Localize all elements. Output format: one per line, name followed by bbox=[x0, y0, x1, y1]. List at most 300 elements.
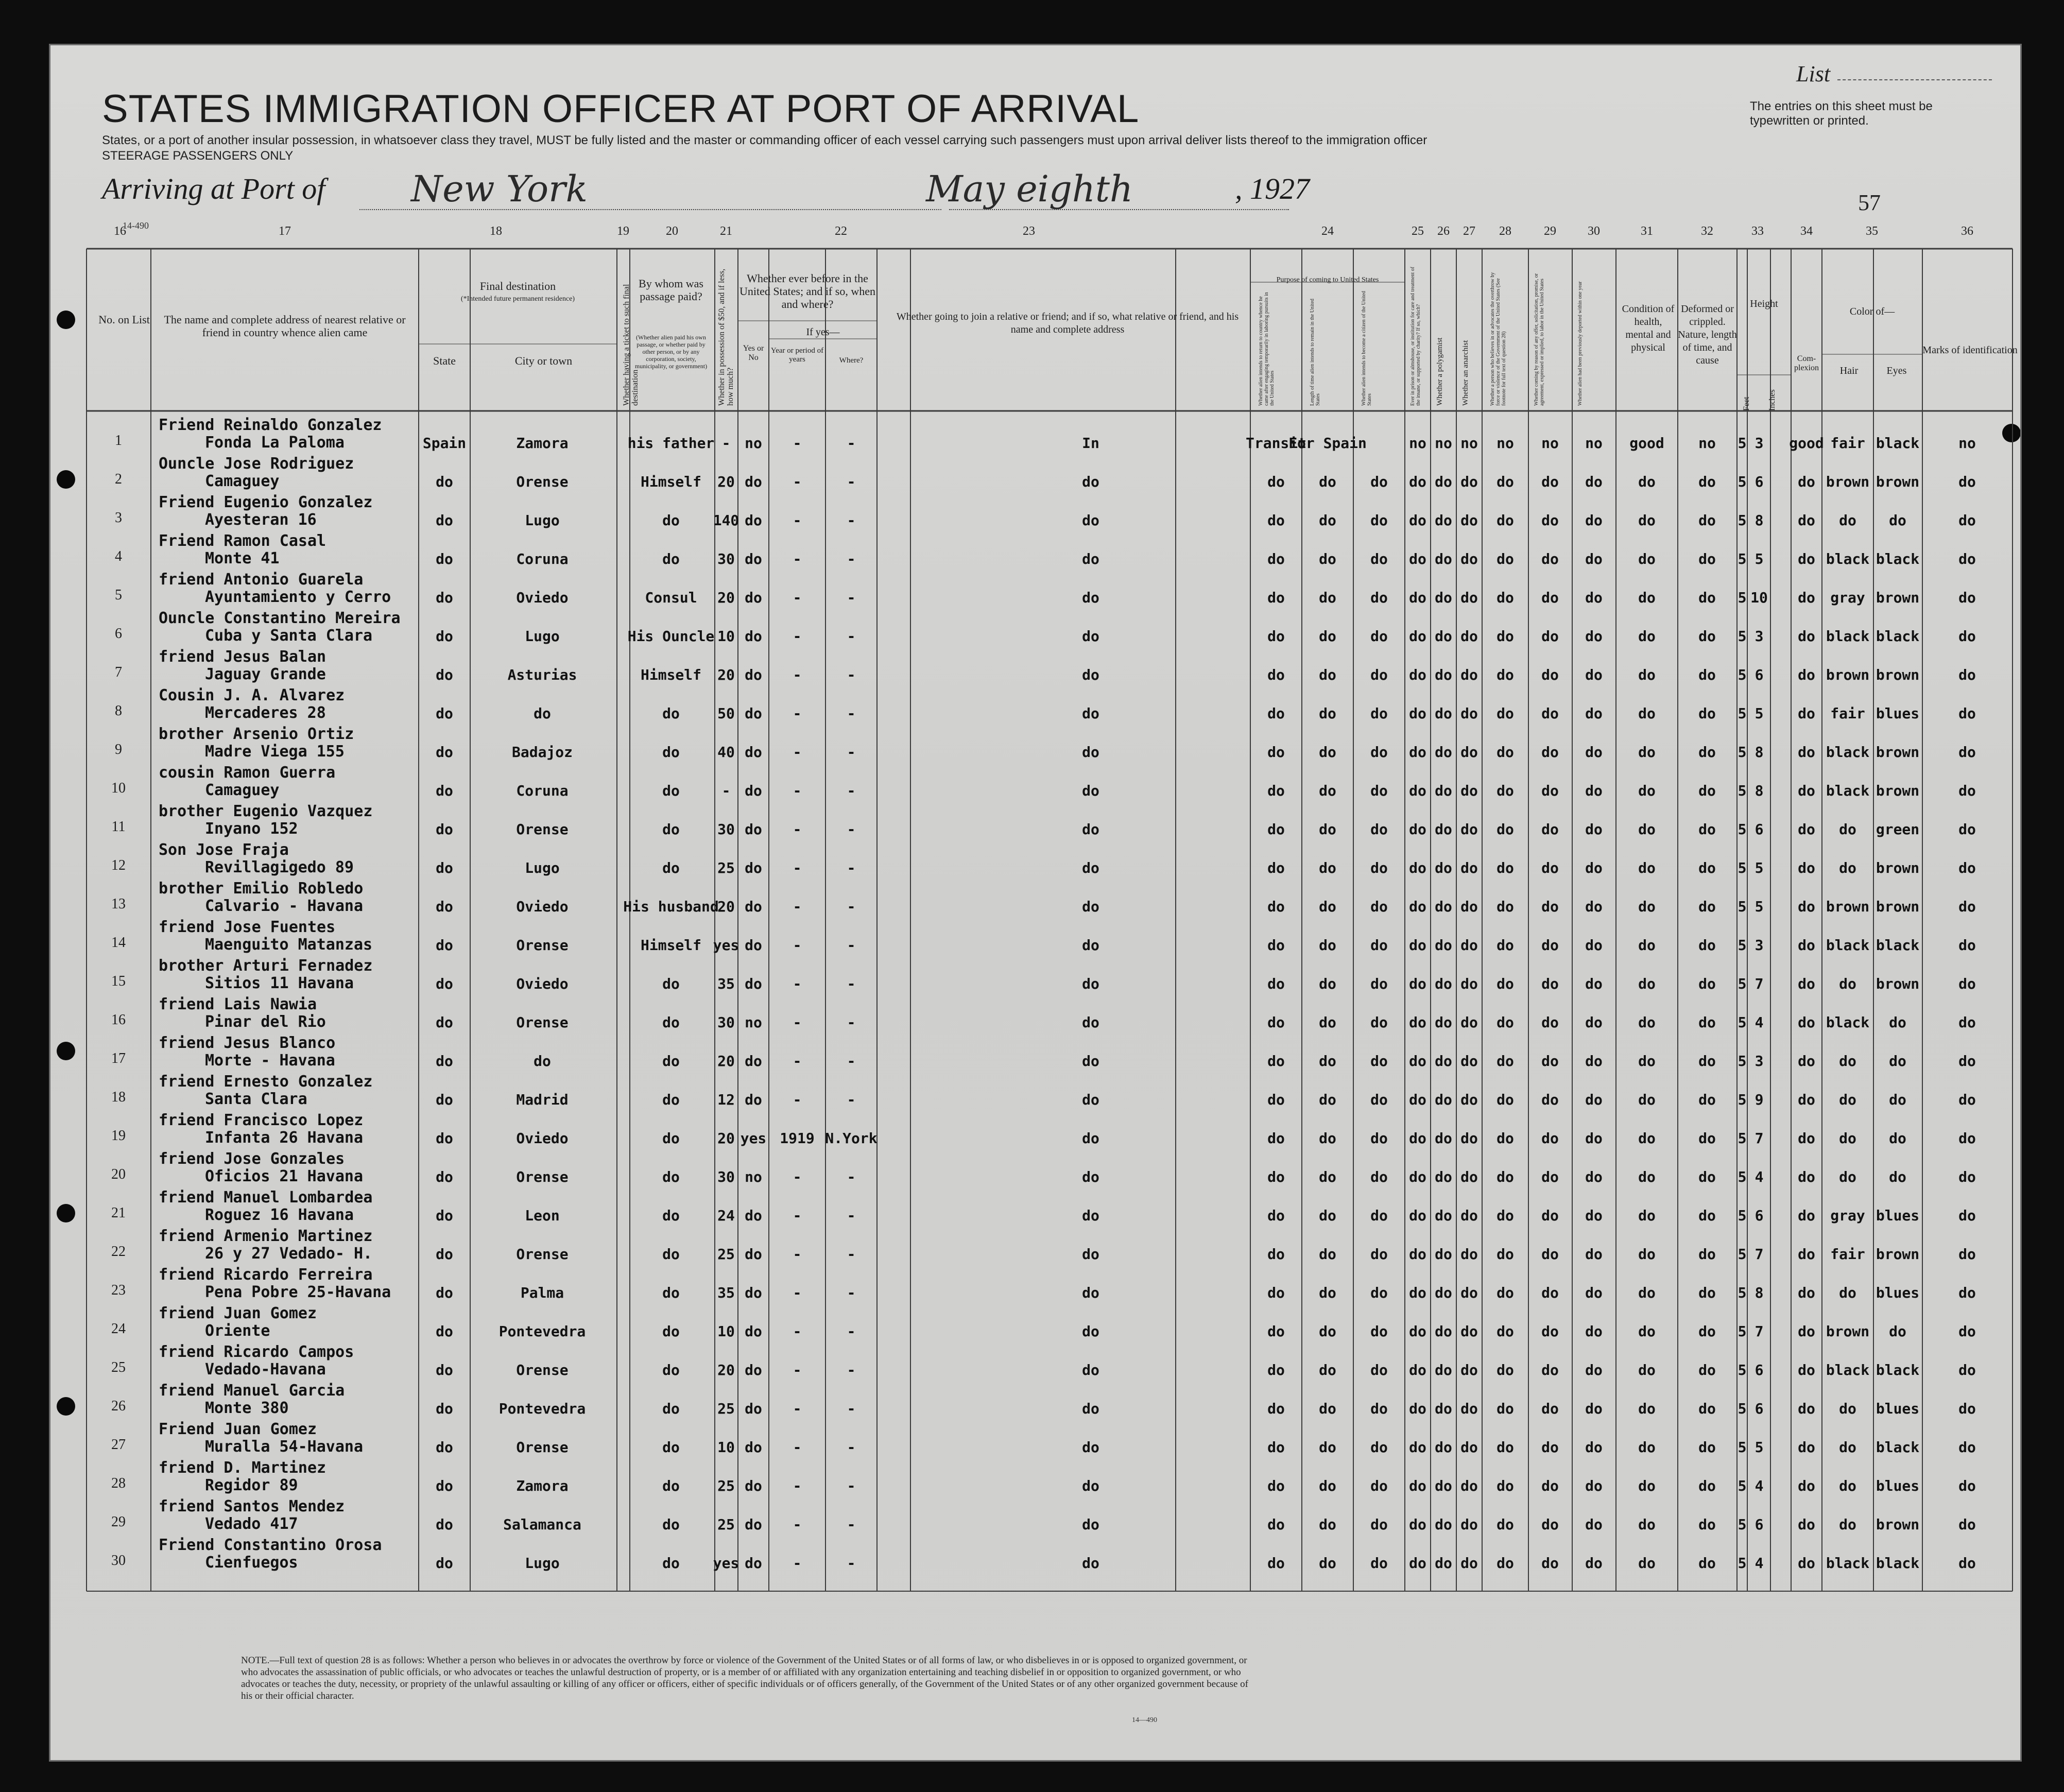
feet-cell: 5 bbox=[1738, 821, 1747, 838]
relative-name: Friend Eugenio Gonzalez bbox=[159, 493, 373, 511]
purpose-length-cell: do bbox=[1319, 859, 1336, 876]
header-ticket: Whether having a ticket to such final destination bbox=[622, 284, 640, 406]
city-cell: Badajoz bbox=[511, 744, 573, 761]
complexion-cell: do bbox=[1798, 744, 1815, 761]
row-number: 5 bbox=[115, 587, 122, 603]
complexion-cell: do bbox=[1798, 1439, 1815, 1456]
year-cell: 1919 bbox=[780, 1130, 815, 1147]
anarchist-cell: do bbox=[1460, 1362, 1478, 1379]
labor-offer-cell: do bbox=[1541, 744, 1559, 761]
where-cell: - bbox=[847, 1014, 856, 1031]
labor-offer-cell: no bbox=[1541, 435, 1559, 452]
passage-cell: do bbox=[662, 1516, 680, 1533]
relative-address: Cienfuegos bbox=[205, 1554, 298, 1572]
feet-cell: 5 bbox=[1738, 1168, 1747, 1185]
passage-cell: do bbox=[662, 1053, 680, 1070]
feet-cell: 5 bbox=[1738, 1207, 1747, 1224]
passage-cell: do bbox=[662, 1168, 680, 1185]
eyes-cell: blues bbox=[1876, 1477, 1920, 1494]
deformed-cell: do bbox=[1698, 744, 1716, 761]
row-number: 10 bbox=[111, 780, 126, 796]
row-number: 28 bbox=[111, 1475, 126, 1491]
q28-cell: do bbox=[1497, 1439, 1514, 1456]
prison-cell: do bbox=[1409, 1400, 1426, 1417]
joining-cell: do bbox=[1082, 1516, 1099, 1533]
deformed-cell: do bbox=[1698, 1207, 1716, 1224]
feet-cell: 5 bbox=[1738, 1323, 1747, 1340]
feet-cell: 5 bbox=[1738, 782, 1747, 799]
polygamist-cell: do bbox=[1435, 1091, 1452, 1108]
relative-name: Friend Constantino Orosa bbox=[159, 1536, 382, 1554]
feet-cell: 5 bbox=[1738, 1014, 1747, 1031]
health-cell: do bbox=[1638, 512, 1656, 529]
before-cell: do bbox=[745, 1439, 762, 1456]
feet-cell: 5 bbox=[1738, 937, 1747, 954]
money-cell: 25 bbox=[717, 1400, 735, 1417]
relative-name: friend Jesus Blanco bbox=[159, 1034, 336, 1052]
polygamist-cell: do bbox=[1435, 1053, 1452, 1070]
deformed-cell: do bbox=[1698, 1439, 1716, 1456]
relative-name: friend Antonio Guarela bbox=[159, 571, 364, 589]
typewritten-notice: The entries on this sheet must be typewritten or printed. bbox=[1750, 99, 1933, 128]
row-number: 2 bbox=[115, 471, 122, 487]
header-anarchist: Whether an anarchist bbox=[1461, 340, 1470, 406]
prison-cell: do bbox=[1409, 550, 1426, 567]
hair-cell: do bbox=[1839, 1091, 1856, 1108]
marks-cell: do bbox=[1958, 589, 1976, 606]
money-cell: 30 bbox=[717, 550, 735, 567]
prison-cell: do bbox=[1409, 1477, 1426, 1494]
polygamist-cell: do bbox=[1435, 473, 1452, 490]
column-number: 18 bbox=[490, 225, 502, 238]
money-cell: 20 bbox=[717, 589, 735, 606]
prison-cell: do bbox=[1409, 705, 1426, 722]
relative-name: brother Emilio Robledo bbox=[159, 880, 364, 898]
health-cell: do bbox=[1638, 705, 1656, 722]
purpose-citizen-cell: do bbox=[1370, 1284, 1388, 1301]
deported-cell: do bbox=[1585, 1053, 1603, 1070]
year-cell: - bbox=[793, 1168, 802, 1185]
row-number: 16 bbox=[111, 1012, 126, 1028]
where-cell: - bbox=[847, 1091, 856, 1108]
passage-cell: do bbox=[662, 1091, 680, 1108]
complexion-cell: do bbox=[1798, 1130, 1815, 1147]
money-cell: 140 bbox=[713, 512, 739, 529]
city-cell: Lugo bbox=[525, 1555, 560, 1572]
state-cell: do bbox=[436, 1053, 453, 1070]
labor-offer-cell: do bbox=[1541, 628, 1559, 645]
deported-cell: do bbox=[1585, 705, 1603, 722]
money-cell: 35 bbox=[717, 975, 735, 992]
passage-cell: do bbox=[662, 859, 680, 876]
marks-cell: do bbox=[1958, 1246, 1976, 1263]
anarchist-cell: do bbox=[1460, 782, 1478, 799]
joining-cell: do bbox=[1082, 859, 1099, 876]
column-number: 24 bbox=[1321, 225, 1334, 238]
polygamist-cell: do bbox=[1435, 512, 1452, 529]
q28-cell: do bbox=[1497, 512, 1514, 529]
money-cell: 10 bbox=[717, 1439, 735, 1456]
deported-cell: do bbox=[1585, 1284, 1603, 1301]
money-cell: 25 bbox=[717, 1516, 735, 1533]
anarchist-cell: no bbox=[1460, 435, 1478, 452]
where-cell: - bbox=[847, 1168, 856, 1185]
header-marks: Marks of identification bbox=[1922, 344, 2018, 356]
prison-cell: do bbox=[1409, 744, 1426, 761]
city-cell: do bbox=[534, 1053, 551, 1070]
eyes-cell: black bbox=[1876, 550, 1920, 567]
inches-cell: 6 bbox=[1755, 666, 1764, 683]
purpose-return-cell: do bbox=[1267, 744, 1285, 761]
row-number: 24 bbox=[111, 1321, 126, 1337]
q28-cell: do bbox=[1497, 937, 1514, 954]
joining-cell: do bbox=[1082, 1555, 1099, 1572]
purpose-length-cell: do bbox=[1319, 1246, 1336, 1263]
prison-cell: do bbox=[1409, 1091, 1426, 1108]
prison-cell: do bbox=[1409, 1130, 1426, 1147]
purpose-citizen-cell: do bbox=[1370, 666, 1388, 683]
state-cell: Spain bbox=[422, 435, 467, 452]
city-cell: Coruna bbox=[516, 782, 569, 799]
purpose-length-cell: do bbox=[1319, 1053, 1336, 1070]
hair-cell: do bbox=[1839, 512, 1856, 529]
deformed-cell: do bbox=[1698, 782, 1716, 799]
year-cell: - bbox=[793, 1284, 802, 1301]
anarchist-cell: do bbox=[1460, 859, 1478, 876]
inches-cell: 6 bbox=[1755, 1207, 1764, 1224]
q28-cell: do bbox=[1497, 473, 1514, 490]
health-cell: do bbox=[1638, 1477, 1656, 1494]
eyes-cell: black bbox=[1876, 1555, 1920, 1572]
city-cell: Lugo bbox=[525, 859, 560, 876]
money-cell: 20 bbox=[717, 666, 735, 683]
hair-cell: black bbox=[1826, 550, 1870, 567]
health-cell: do bbox=[1638, 1014, 1656, 1031]
money-cell: 20 bbox=[717, 1362, 735, 1379]
health-cell: do bbox=[1638, 1053, 1656, 1070]
purpose-return-cell: do bbox=[1267, 628, 1285, 645]
before-cell: do bbox=[745, 821, 762, 838]
joining-cell: do bbox=[1082, 782, 1099, 799]
money-cell: 25 bbox=[717, 1246, 735, 1263]
column-number: 16 bbox=[114, 225, 126, 238]
feet-cell: 5 bbox=[1738, 1284, 1747, 1301]
joining-cell: do bbox=[1082, 1168, 1099, 1185]
feet-cell: 5 bbox=[1738, 1477, 1747, 1494]
where-cell: - bbox=[847, 1516, 856, 1533]
joining-cell: do bbox=[1082, 1439, 1099, 1456]
anarchist-cell: do bbox=[1460, 975, 1478, 992]
labor-offer-cell: do bbox=[1541, 1168, 1559, 1185]
purpose-length-cell: do bbox=[1319, 1168, 1336, 1185]
prison-cell: do bbox=[1409, 859, 1426, 876]
state-cell: do bbox=[436, 628, 453, 645]
inches-cell: 4 bbox=[1755, 1555, 1764, 1572]
before-cell: do bbox=[745, 1555, 762, 1572]
where-cell: - bbox=[847, 1400, 856, 1417]
prison-cell: do bbox=[1409, 821, 1426, 838]
health-cell: do bbox=[1638, 1168, 1656, 1185]
before-cell: do bbox=[745, 782, 762, 799]
hair-cell: fair bbox=[1830, 435, 1865, 452]
health-cell: do bbox=[1638, 782, 1656, 799]
money-cell: 20 bbox=[717, 1053, 735, 1070]
purpose-citizen-cell: do bbox=[1370, 589, 1388, 606]
polygamist-cell: do bbox=[1435, 1246, 1452, 1263]
before-cell: do bbox=[745, 744, 762, 761]
relative-address: Vedado 417 bbox=[205, 1515, 298, 1533]
eyes-cell: brown bbox=[1876, 859, 1920, 876]
eyes-cell: do bbox=[1889, 1091, 1906, 1108]
city-cell: Orense bbox=[516, 1246, 569, 1263]
header-where: Where? bbox=[839, 356, 864, 365]
q28-cell: do bbox=[1497, 1477, 1514, 1494]
city-cell: Orense bbox=[516, 821, 569, 838]
hair-cell: do bbox=[1839, 859, 1856, 876]
health-cell: do bbox=[1638, 1400, 1656, 1417]
purpose-citizen-cell: do bbox=[1370, 859, 1388, 876]
state-cell: do bbox=[436, 473, 453, 490]
city-cell: Palma bbox=[520, 1284, 564, 1301]
purpose-return-cell: do bbox=[1267, 1439, 1285, 1456]
row-number: 11 bbox=[111, 819, 126, 835]
relative-address: Muralla 54-Havana bbox=[205, 1438, 364, 1456]
hair-cell: black bbox=[1826, 937, 1870, 954]
hair-cell: do bbox=[1839, 975, 1856, 992]
relative-address: Vedado-Havana bbox=[205, 1360, 326, 1379]
row-number: 17 bbox=[111, 1050, 126, 1066]
year-cell: - bbox=[793, 1014, 802, 1031]
purpose-citizen-cell: do bbox=[1370, 1477, 1388, 1494]
before-cell: no bbox=[745, 435, 762, 452]
complexion-cell: do bbox=[1798, 937, 1815, 954]
inches-cell: 8 bbox=[1755, 744, 1764, 761]
before-cell: do bbox=[745, 1091, 762, 1108]
marks-cell: do bbox=[1958, 821, 1976, 838]
relative-name: friend Manuel Garcia bbox=[159, 1382, 345, 1400]
marks-cell: do bbox=[1958, 1555, 1976, 1572]
polygamist-cell: do bbox=[1435, 1477, 1452, 1494]
health-cell: do bbox=[1638, 1130, 1656, 1147]
feet-cell: 5 bbox=[1738, 1091, 1747, 1108]
passage-cell: do bbox=[662, 1555, 680, 1572]
relative-address: Monte 380 bbox=[205, 1399, 289, 1417]
column-number: 23 bbox=[1023, 225, 1035, 238]
inches-cell: 3 bbox=[1755, 937, 1764, 954]
header-final-destination: Final destination bbox=[479, 280, 556, 292]
marks-cell: do bbox=[1958, 1439, 1976, 1456]
joining-cell: do bbox=[1082, 744, 1099, 761]
complexion-cell: do bbox=[1798, 1091, 1815, 1108]
eyes-cell: brown bbox=[1876, 782, 1920, 799]
purpose-length-cell: do bbox=[1319, 1516, 1336, 1533]
relative-name: cousin Ramon Guerra bbox=[159, 764, 336, 782]
where-cell: - bbox=[847, 589, 856, 606]
passage-cell: do bbox=[662, 782, 680, 799]
health-cell: do bbox=[1638, 744, 1656, 761]
purpose-length-cell: do bbox=[1319, 744, 1336, 761]
hair-cell: black bbox=[1826, 744, 1870, 761]
complexion-cell: do bbox=[1798, 1400, 1815, 1417]
anarchist-cell: do bbox=[1460, 473, 1478, 490]
marks-cell: do bbox=[1958, 1053, 1976, 1070]
eyes-cell: blues bbox=[1876, 1284, 1920, 1301]
city-cell: Leon bbox=[525, 1207, 560, 1224]
prison-cell: do bbox=[1409, 1516, 1426, 1533]
header-purpose-return: Whether alien intends to return to country whence he came after engaging temporarily in laboring pursuits in the United States bbox=[1258, 292, 1275, 406]
relative-address: Ayesteran 16 bbox=[205, 511, 317, 529]
passage-cell: do bbox=[662, 975, 680, 992]
inches-cell: 8 bbox=[1755, 1284, 1764, 1301]
state-cell: do bbox=[436, 705, 453, 722]
deformed-cell: do bbox=[1698, 975, 1716, 992]
hair-cell: do bbox=[1839, 1168, 1856, 1185]
deformed-cell: do bbox=[1698, 1014, 1716, 1031]
city-cell: Orense bbox=[516, 1168, 569, 1185]
relative-name: friend Armenio Martinez bbox=[159, 1227, 373, 1245]
prison-cell: do bbox=[1409, 1323, 1426, 1340]
deported-cell: do bbox=[1585, 1516, 1603, 1533]
relative-address: Camaguey bbox=[205, 781, 280, 799]
column-number: 34 bbox=[1800, 225, 1813, 238]
relative-name: friend Francisco Lopez bbox=[159, 1111, 364, 1129]
joining-cell: In bbox=[1082, 435, 1099, 452]
relative-name: friend Juan Gomez bbox=[159, 1304, 317, 1322]
money-cell: 10 bbox=[717, 1323, 735, 1340]
inches-cell: 3 bbox=[1755, 628, 1764, 645]
q28-cell: do bbox=[1497, 1130, 1514, 1147]
before-cell: do bbox=[745, 898, 762, 915]
before-cell: do bbox=[745, 1477, 762, 1494]
purpose-return-cell: do bbox=[1267, 975, 1285, 992]
purpose-length-cell: do bbox=[1319, 1323, 1336, 1340]
header-money: Whether in possession of $50, and if less, how much? bbox=[717, 268, 735, 406]
joining-cell: do bbox=[1082, 898, 1099, 915]
header-inches: Inches bbox=[1768, 389, 1777, 411]
anarchist-cell: do bbox=[1460, 1477, 1478, 1494]
state-cell: do bbox=[436, 898, 453, 915]
relative-name: friend Manuel Lombardea bbox=[159, 1188, 373, 1207]
column-number: 26 bbox=[1437, 225, 1450, 238]
deformed-cell: do bbox=[1698, 898, 1716, 915]
anarchist-cell: do bbox=[1460, 898, 1478, 915]
anarchist-cell: do bbox=[1460, 1130, 1478, 1147]
hair-cell: gray bbox=[1830, 1207, 1865, 1224]
complexion-cell: do bbox=[1798, 1516, 1815, 1533]
marks-cell: do bbox=[1958, 1168, 1976, 1185]
relative-name: friend Jose Fuentes bbox=[159, 918, 336, 936]
year-cell: - bbox=[793, 744, 802, 761]
labor-offer-cell: do bbox=[1541, 512, 1559, 529]
q28-cell: do bbox=[1497, 1516, 1514, 1533]
purpose-length-cell: do bbox=[1319, 666, 1336, 683]
deformed-cell: do bbox=[1698, 705, 1716, 722]
header-health: Condition of health, mental and physical bbox=[1622, 303, 1675, 353]
labor-offer-cell: do bbox=[1541, 705, 1559, 722]
q28-cell: do bbox=[1497, 666, 1514, 683]
column-number: 21 bbox=[720, 225, 732, 238]
year-cell: - bbox=[793, 1362, 802, 1379]
city-cell: Oviedo bbox=[516, 975, 569, 992]
purpose-return-cell: do bbox=[1267, 1014, 1285, 1031]
row-number: 20 bbox=[111, 1166, 126, 1182]
labor-offer-cell: do bbox=[1541, 898, 1559, 915]
q28-cell: do bbox=[1497, 821, 1514, 838]
eyes-cell: brown bbox=[1876, 1246, 1920, 1263]
deported-cell: do bbox=[1585, 1439, 1603, 1456]
passage-cell: do bbox=[662, 512, 680, 529]
purpose-length-cell: do bbox=[1319, 782, 1336, 799]
polygamist-cell: do bbox=[1435, 1555, 1452, 1572]
deformed-cell: do bbox=[1698, 1323, 1716, 1340]
where-cell: - bbox=[847, 1323, 856, 1340]
feet-cell: 5 bbox=[1738, 550, 1747, 567]
city-cell: Lugo bbox=[525, 512, 560, 529]
prison-cell: do bbox=[1409, 937, 1426, 954]
year-cell: - bbox=[793, 1439, 802, 1456]
deformed-cell: do bbox=[1698, 859, 1716, 876]
purpose-return-cell: do bbox=[1267, 1246, 1285, 1263]
purpose-return-cell: do bbox=[1267, 1555, 1285, 1572]
passage-cell: do bbox=[662, 1246, 680, 1263]
hair-cell: do bbox=[1839, 821, 1856, 838]
form-number: 14—490 bbox=[1132, 1716, 1157, 1724]
state-cell: do bbox=[436, 821, 453, 838]
purpose-return-cell: do bbox=[1267, 550, 1285, 567]
prison-cell: do bbox=[1409, 1207, 1426, 1224]
q28-cell: do bbox=[1497, 1014, 1514, 1031]
polygamist-cell: do bbox=[1435, 1323, 1452, 1340]
row-number: 30 bbox=[111, 1553, 126, 1569]
complexion-cell: do bbox=[1798, 1014, 1815, 1031]
money-cell: 30 bbox=[717, 821, 735, 838]
marks-cell: do bbox=[1958, 628, 1976, 645]
passage-cell: his father bbox=[627, 435, 715, 452]
deported-cell: do bbox=[1585, 1168, 1603, 1185]
city-cell: Orense bbox=[516, 1014, 569, 1031]
purpose-length-cell: do bbox=[1319, 1555, 1336, 1572]
deported-cell: do bbox=[1585, 1400, 1603, 1417]
health-cell: do bbox=[1638, 821, 1656, 838]
year-cell: - bbox=[793, 1091, 802, 1108]
polygamist-cell: do bbox=[1435, 1362, 1452, 1379]
health-cell: do bbox=[1638, 1516, 1656, 1533]
state-cell: do bbox=[436, 589, 453, 606]
purpose-return-cell: do bbox=[1267, 1168, 1285, 1185]
eyes-cell: brown bbox=[1876, 589, 1920, 606]
inches-cell: 7 bbox=[1755, 1246, 1764, 1263]
header-relative: The name and complete address of nearest relative or friend in country whence alien came bbox=[164, 313, 406, 339]
year-cell: - bbox=[793, 1207, 802, 1224]
joining-cell: do bbox=[1082, 937, 1099, 954]
feet-cell: 5 bbox=[1738, 898, 1747, 915]
marks-cell: do bbox=[1958, 744, 1976, 761]
year-cell: - bbox=[793, 1516, 802, 1533]
purpose-return-cell: do bbox=[1267, 898, 1285, 915]
joining-cell: do bbox=[1082, 1284, 1099, 1301]
labor-offer-cell: do bbox=[1541, 1362, 1559, 1379]
eyes-cell: black bbox=[1876, 435, 1920, 452]
labor-offer-cell: do bbox=[1541, 1555, 1559, 1572]
header-height: Height bbox=[1750, 298, 1778, 309]
before-cell: do bbox=[745, 937, 762, 954]
health-cell: do bbox=[1638, 1091, 1656, 1108]
money-cell: 10 bbox=[717, 628, 735, 645]
where-cell: N.York bbox=[825, 1130, 878, 1147]
year-cell: - bbox=[793, 1053, 802, 1070]
money-cell: 24 bbox=[717, 1207, 735, 1224]
where-cell: - bbox=[847, 1555, 856, 1572]
